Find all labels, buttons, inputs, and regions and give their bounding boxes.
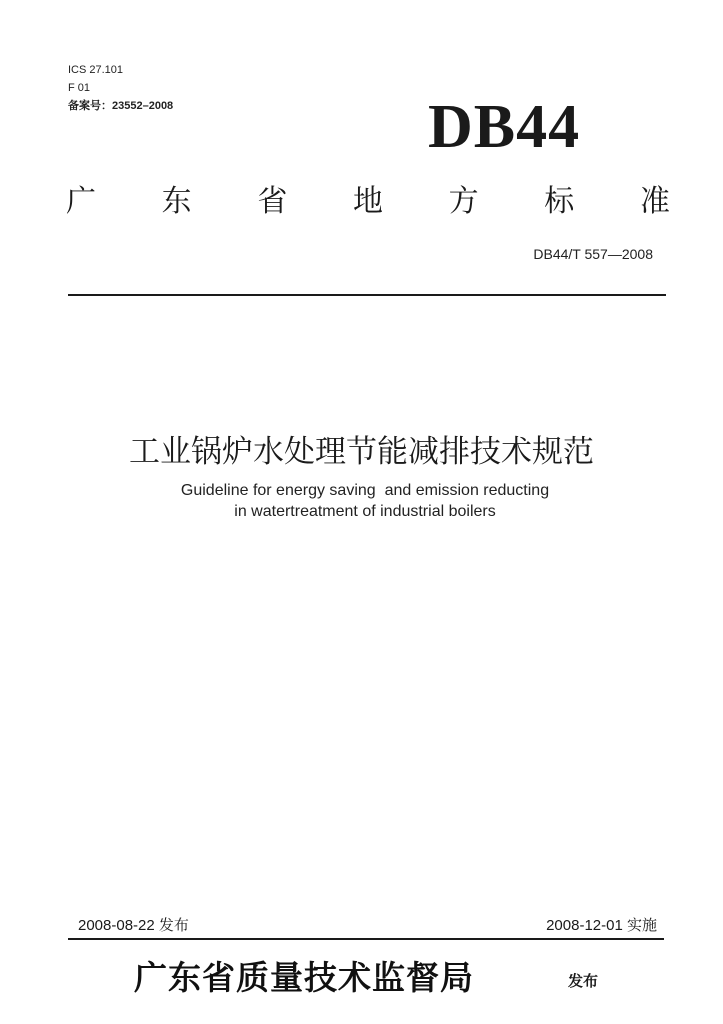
top-divider	[68, 294, 666, 296]
record-number: 备案号：23552–2008	[68, 100, 174, 112]
standard-type-char: 方	[448, 184, 479, 219]
title-english-line1: Guideline for energy saving and emission reducting	[180, 482, 550, 499]
category-code: F 01	[68, 82, 91, 94]
implement-date: 2008-12-01 实施	[546, 917, 657, 934]
title-chinese: 工业锅炉水处理节能减排技术规范	[129, 434, 594, 470]
db44-logo: DB44	[428, 93, 581, 161]
ics-code: ICS 27.101	[68, 64, 124, 76]
publish-date: 2008-08-22 发布	[78, 917, 189, 934]
issuer-action: 发布	[568, 972, 599, 990]
standard-type-char: 标	[544, 184, 575, 219]
bottom-divider	[68, 938, 664, 940]
standard-type-char: 地	[352, 184, 383, 219]
title-english-line2: in watertreatment of industrial boilers	[234, 503, 496, 520]
standard-number: DB44/T 557—2008	[533, 246, 653, 262]
issuer-name: 广东省质量技术监督局	[134, 958, 474, 997]
standard-type-char: 广	[66, 184, 96, 219]
standard-type-char: 省	[257, 184, 288, 219]
standard-type-char: 准	[639, 184, 670, 219]
standard-type	[66, 178, 670, 218]
standard-type-char: 东	[161, 184, 192, 219]
